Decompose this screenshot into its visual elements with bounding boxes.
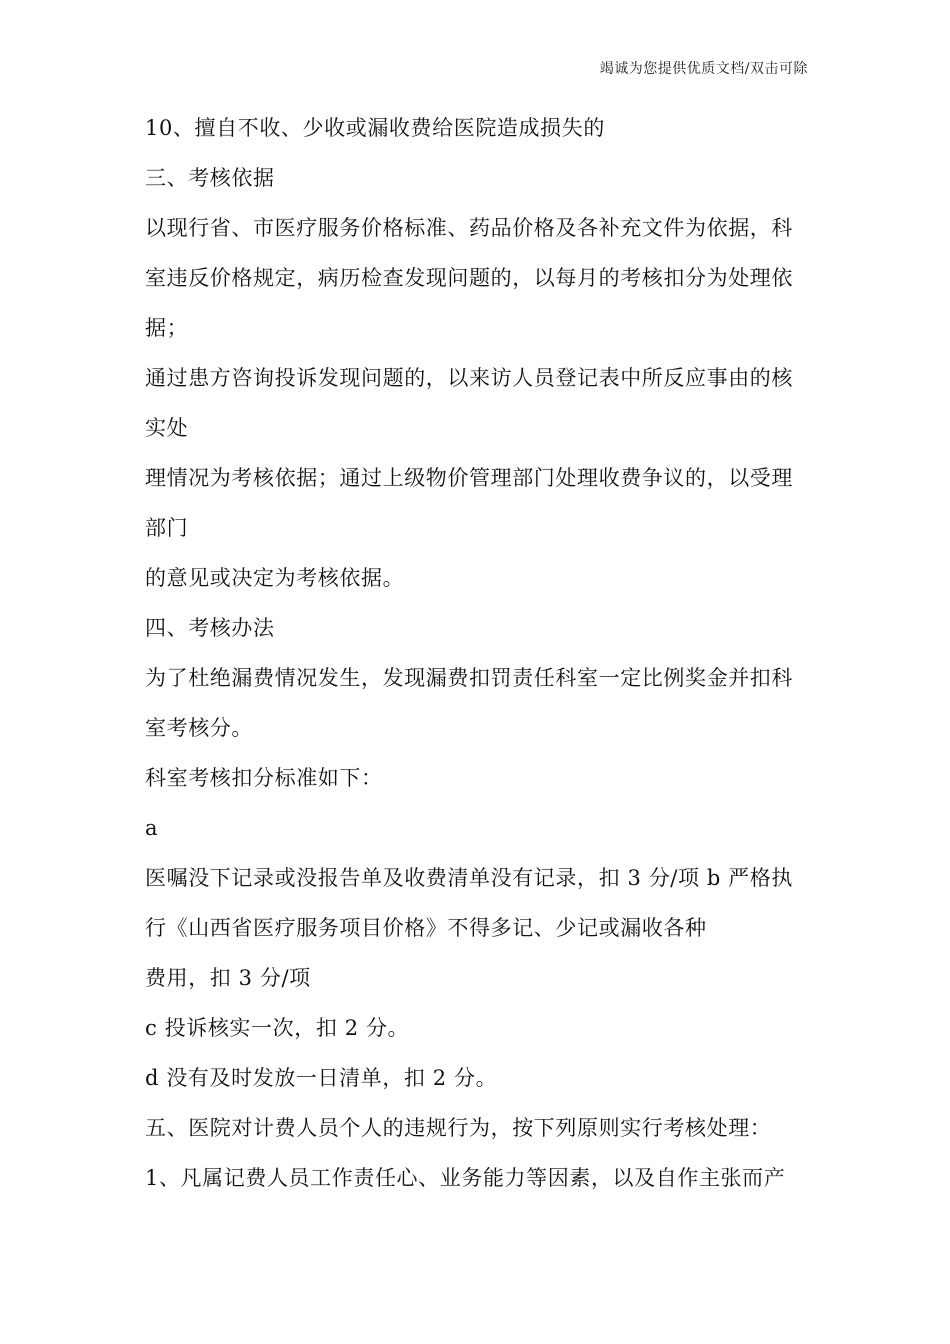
text-line: 实处 bbox=[145, 416, 189, 440]
text-line: 以现行省、市医疗服务价格标准、药品价格及各补充文件为依据，科 bbox=[145, 216, 793, 240]
text-line: 部门 bbox=[145, 516, 189, 540]
text-line: 的意见或决定为考核依据。 bbox=[145, 566, 405, 590]
text-line: 通过患方咨询投诉发现问题的，以来访人员登记表中所反应事由的核 bbox=[145, 366, 793, 390]
section-heading: 四、考核办法 bbox=[145, 616, 275, 640]
section-heading: 五、医院对计费人员个人的违规行为，按下列原则实行考核处理： bbox=[145, 1116, 772, 1140]
text-line: 据； bbox=[145, 316, 189, 340]
document-body bbox=[145, 103, 835, 1203]
header-note: 竭诚为您提供优质文档/双击可除 bbox=[599, 61, 808, 77]
text-line: 医嘱没下记录或没报告单及收费清单没有记录，扣 3 分/项 b 严格执 bbox=[145, 866, 793, 890]
text-line: 室违反价格规定，病历检查发现问题的，以每月的考核扣分为处理依 bbox=[145, 266, 793, 290]
text-line: 室考核分。 bbox=[145, 716, 253, 740]
text-line: 1、凡属记费人员工作责任心、业务能力等因素，以及自作主张而产 bbox=[145, 1166, 786, 1190]
text-line: d 没有及时发放一日清单，扣 2 分。 bbox=[145, 1066, 498, 1090]
text-line: 费用，扣 3 分/项 bbox=[145, 966, 311, 990]
text-line: 行《山西省医疗服务项目价格》不得多记、少记或漏收各种 bbox=[145, 916, 707, 940]
text-line: 科室考核扣分标准如下： bbox=[145, 766, 383, 790]
text-line: 10、擅自不收、少收或漏收费给医院造成损失的 bbox=[145, 116, 605, 140]
text-line: 为了杜绝漏费情况发生，发现漏费扣罚责任科室一定比例奖金并扣科 bbox=[145, 666, 793, 690]
text-line: a bbox=[145, 816, 159, 840]
text-line: 理情况为考核依据；通过上级物价管理部门处理收费争议的，以受理 bbox=[145, 466, 793, 490]
section-heading: 三、考核依据 bbox=[145, 166, 275, 190]
text-line: c 投诉核实一次，扣 2 分。 bbox=[145, 1016, 410, 1040]
